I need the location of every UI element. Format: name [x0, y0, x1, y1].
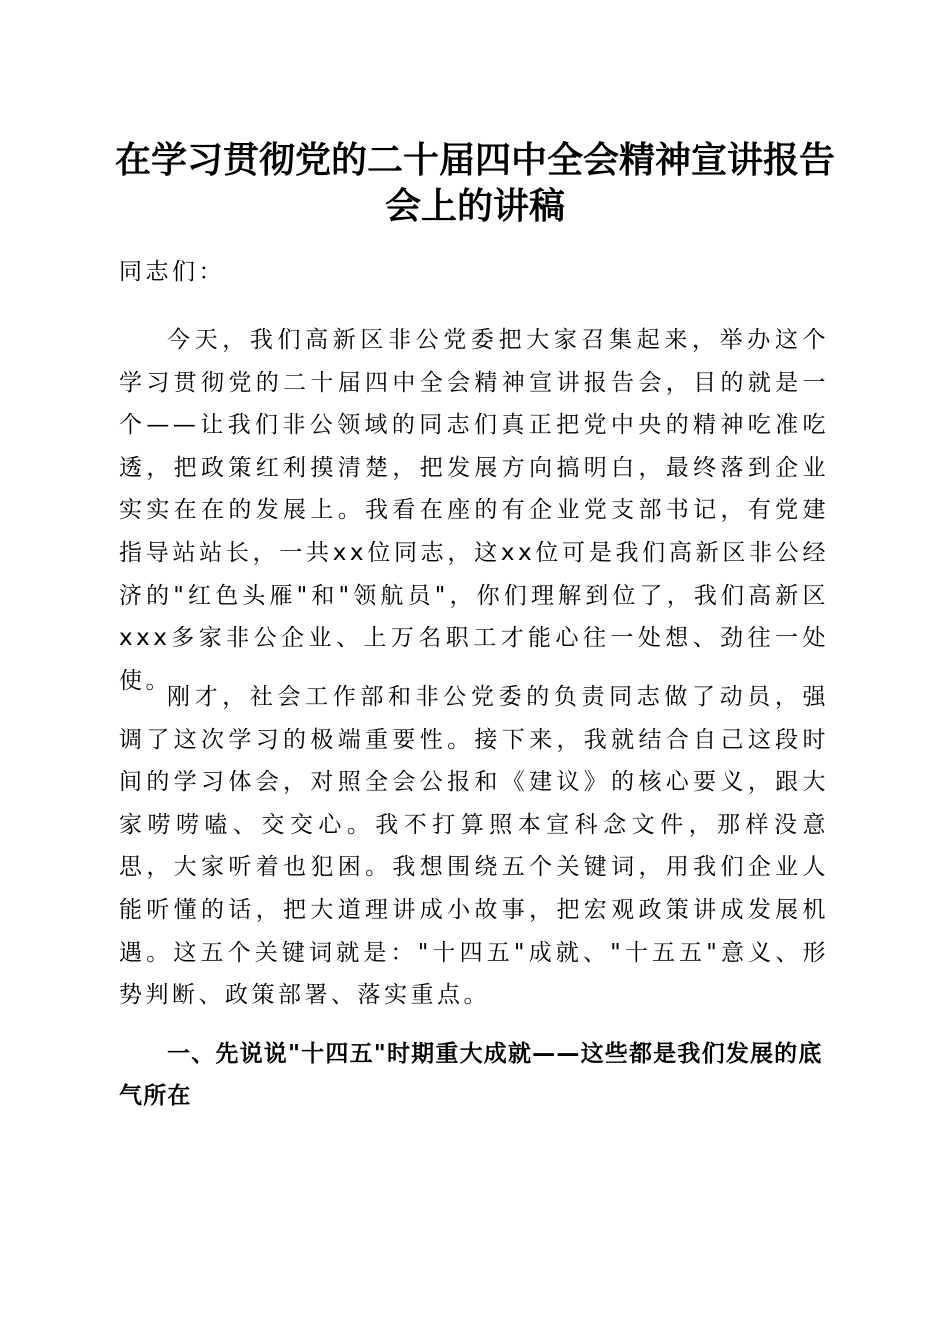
section-heading-1: 一、先说说"十四五"时期重大成就——这些都是我们发展的底气所在 [119, 1041, 823, 1109]
salutation: 同志们： [119, 259, 225, 285]
document-title-line-1: 在学习贯彻党的二十届四中全会精神宣讲报告 [114, 139, 835, 181]
paragraph-1: 今天，我们高新区非公党委把大家召集起来，举办这个学习贯彻党的二十届四中全会精神宣讲报告会，目的就是一个——让我们非公领域的同志们真正把党中央的精神吃准吃透，把政策红利摸清楚，把发展方向搞明白，最终落到企业实实在在的发展上。我看在座的有企业党支部书记，有党建指导站站长，一共xx位同志，这xx位可是我们高新区非公经济的"红色头雁"和"领航员"，你们理解到位了，我们高新区xxx多家非公企业、上万名职工才能心往一处想、劲往一处使。 [119, 327, 829, 694]
paragraph-2: 刚才，社会工作部和非公党委的负责同志做了动员，强调了这次学习的极端重要性。接下来，我就结合自己这段时间的学习体会，对照全会公报和《建议》的核心要义，跟大家唠唠嗑、交交心。我不打算照本宣科念文件，那样没意思，大家听着也犯困。我想围绕五个关键词，用我们企业人能听懂的话，把大道理讲成小故事，把宏观政策讲成发展机遇。这五个关键词就是："十四五"成就、"十五五"意义、形势判断、政策部署、落实重点。 [119, 684, 829, 1009]
document-title-line-2: 会上的讲稿 [384, 185, 565, 227]
